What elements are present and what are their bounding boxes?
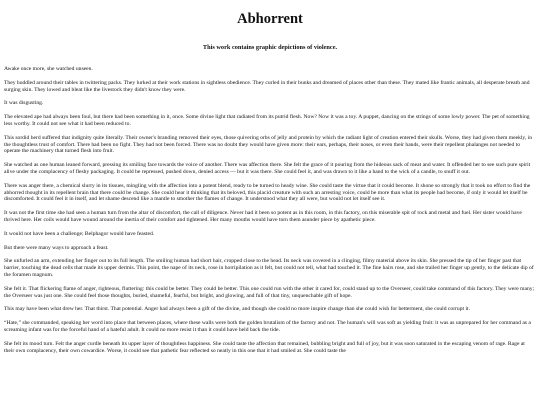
paragraph: She watched as one human leaned forward, pressing its smiling face towards the voice of another. There was affection there. She felt the grace of it pouring from the hideous sack of meat and water. It offended her to see such pure spirit alive under the complacency of fleshy packaging. It could be repressed, pushed down, denied access — but it was there. She could feel it, and was drawn to it like a hand to the wick of a candle, to snuff it out. [4, 162, 531, 175]
paragraph: She unfurled an arm, extending her finger out to its full length. The smiling human had short hair, cropped close to the head. Its neck was covered in a clinging, filmy material above its skin. She pressed the tip of her finger past that barrier, touching the dead cells that made its upper dermis. This point, the nape of its neck, rose in horripilation as it felt, but could not tell, what had touched it. The fine hairs rose, and she trailed her finger up gently, to the delicate dip of the foramen magnum. [4, 258, 534, 278]
paragraph: The elevated ape had always been foul, but there had been something in it, once. Some divine light that radiated from its putrid flesh. Now? Now it was a toy. A puppet, dancing on the strings of some lowly power. The pet of something less worthy. It could not see what it had been reduced to. [4, 114, 530, 127]
paragraph: Awake once more, she watched unseen. [4, 66, 93, 72]
content-warning: This work contains graphic depictions of violence. [202, 44, 338, 51]
paragraph: But there were many ways to approach a feast. [4, 244, 109, 251]
paragraph: It was disgusting. [4, 100, 44, 107]
paragraph: They huddled around their tables in twittering packs. They lurked at their work stations in sightless obedience. They curled in their bunks and dreamed of places other than these. They mated like frantic animals, all desperate breath and surging skin. They lowed and bleat like the livestock they didn't know they were. [4, 79, 530, 93]
paragraph: It would not have been a challenge; Belphagor would have feasted. [4, 230, 155, 237]
document-title: Abhorrent [237, 11, 303, 27]
paragraph: This may have been what drew her. That thirst. That potential. Anger had always been a gift of the divine, and though she could no more inspire change than she could wish for betterment, she could corrupt it. [4, 306, 470, 313]
paragraph: She felt its mood turn. Felt the anger curdle beneath its upper layer of thoughtless happiness. She could taste the affection that remained, bubbling bright and full of joy, but it was soon saturated in the escaping venom of rage. Rage at their own complacency, their own cowardice. Worse, it could see that pathetic fear reflected so neatly in this one that it had smiled at. She could taste the [4, 340, 525, 354]
paragraph: There was anger there, a chemical slurry in its tissues, mingling with the affection into a potent blend, ready to be turned to heady wine. She could taste the virtue that it could become. It shone so strongly that it took no effort to find the abhorred thought in its repellent brain that there could be change. She could hear it thinking that its beloved, this placid creature with such an arresting voice, could be more than what its people had become, if only it would let itself be discomforted. It could feel it in itself, and let shame descend like a mantle to smother the flames of change. It understood what they all were, but would not let itself see it. [4, 182, 531, 203]
paragraph: This sordid herd suffered that indignity quite literally. Their owner's branding removed their eyes, those quivering orbs of jelly and protein by which the radiant light of creation entered their skulls. Worse, they had given them meekly, in the thoughtless trust of comfort. There had been no fight. They had not been forced. There was no doubt they would have given more: their ears, perhaps, their noses, or even their hands, were their repellent phalanges not needed to operate the machinery that turned flesh into fruit. [4, 134, 532, 155]
paragraph: It was not the first time she had seen a human turn from the altar of discomfort, the call of diligence. Never had it been so potent as in this room, in this factory, on this miserable spit of rock and metal and fuel. Her sister would have thrived here. Her coils would have wound around the inertia of their comfort and tightened. Her many mouths would have torn them asunder piece by apathetic piece. [4, 210, 522, 223]
paragraph: She felt it. That flickering flame of anger, righteous, fluttering: this could be better. They could be better. This one could run with the other it cared for, could stand up to the Overseer, could take command of this factory. They were many; the Overseer was just one. She could feel those thoughts, buried, shameful, fearful, but bright, and glowing, and full of that tiny, unquenchable gift of hope. [4, 285, 535, 299]
paragraph: “Hate,” she commanded, speaking her word into place that between places, where these walls were both the golden brutalism of the factory and not. The human's will was soft as yielding fruit: it was as unprepared for her command as a screaming infant was for the forceful hand of a hateful adult. It could no more resist it than it could have held back the tide. [4, 320, 531, 333]
